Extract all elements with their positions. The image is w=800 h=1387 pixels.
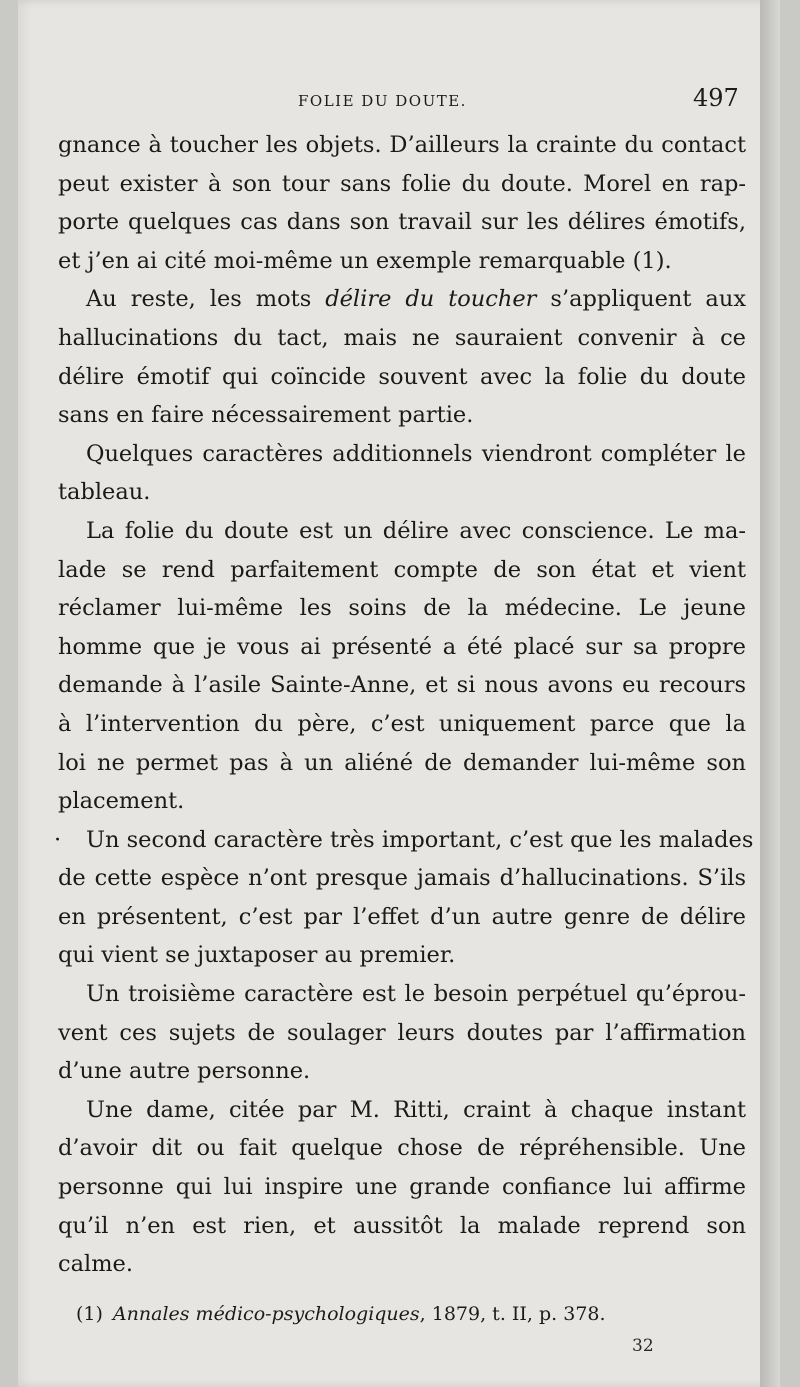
text-line: Une dame, citée par M. Ritti, craint à chaque instant bbox=[86, 1096, 746, 1123]
text-line: Un second caractère très important, c’est que les malades bbox=[86, 826, 754, 853]
page-number: 497 bbox=[693, 84, 739, 112]
text-line: La folie du doute est un délire avec conscience. Le ma- bbox=[86, 517, 746, 544]
body-text bbox=[54, 126, 754, 1284]
text-run: Au reste, les mots bbox=[86, 286, 326, 313]
text-line: en présentent, c’est par l’effet d’un autre genre de délire bbox=[58, 903, 746, 930]
text-line: lade se rend parfaitement compte de son état et vient bbox=[58, 556, 746, 583]
text-run: s’appliquent aux bbox=[536, 286, 747, 313]
paragraph-2 bbox=[58, 280, 746, 434]
text-line: Un troisième caractère est le besoin perpétuel qu’éprou- bbox=[86, 981, 746, 1008]
text-line: délire émotif qui coïncide souvent avec la folie du doute bbox=[58, 363, 746, 390]
footnote bbox=[76, 1303, 756, 1325]
text-line: Quelques caractères additionnels viendront compléter le bbox=[86, 440, 746, 467]
paragraph-3 bbox=[58, 435, 746, 512]
text-line: gnance à toucher les objets. D’ailleurs la crainte du contact bbox=[58, 132, 746, 158]
text-line: hallucinations du tact, mais ne sauraient convenir à ce bbox=[58, 324, 746, 351]
text-line: d’avoir dit ou fait quelque chose de répréhensible. Une bbox=[58, 1135, 746, 1162]
paragraph-4 bbox=[58, 512, 746, 821]
footnote-ref: (1) bbox=[76, 1303, 103, 1325]
paragraph-7 bbox=[58, 1091, 746, 1284]
italic-term: délire du toucher bbox=[325, 286, 537, 313]
text-line: loi ne permet pas à un aliéné de demander lui-même son bbox=[58, 749, 746, 776]
text-line: d’une autre personne. bbox=[58, 1058, 311, 1085]
signature-mark: 32 bbox=[632, 1336, 654, 1356]
text-line: qu’il n’en est rien, et aussitôt la malade reprend son bbox=[58, 1212, 746, 1239]
text-line: tableau. bbox=[58, 479, 151, 506]
paragraph-5 bbox=[54, 821, 754, 975]
margin-mark: · bbox=[54, 826, 62, 853]
text-line: peut exister à son tour sans folie du doute. Morel en rap- bbox=[58, 170, 746, 197]
paragraph-6 bbox=[58, 975, 746, 1091]
text-line: à l’intervention du père, c’est uniquement parce que la bbox=[58, 710, 746, 737]
page-header bbox=[0, 84, 800, 118]
footnote-journal: Annales médico-psychologiques bbox=[112, 1303, 420, 1325]
text-line: sans en faire nécessairement partie. bbox=[58, 402, 474, 429]
text-line: personne qui lui inspire une grande confiance lui affirme bbox=[58, 1174, 746, 1201]
text-line: qui vient se juxtaposer au premier. bbox=[58, 942, 456, 969]
text-line: calme. bbox=[58, 1251, 134, 1278]
text-line: placement. bbox=[58, 788, 185, 815]
text-line: réclamer lui-même les soins de la médecine. Le jeune bbox=[58, 595, 746, 622]
paragraph-1 bbox=[58, 126, 746, 280]
running-title: FOLIE DU DOUTE. bbox=[298, 92, 467, 110]
text-line bbox=[58, 280, 746, 319]
text-line: et j’en ai cité moi-même un exemple remarquable (1). bbox=[58, 247, 672, 274]
text-line: porte quelques cas dans son travail sur les délires émotifs, bbox=[58, 209, 746, 236]
text-line: vent ces sujets de soulager leurs doutes par l’affirmation bbox=[58, 1019, 746, 1046]
text-line: demande à l’asile Sainte-Anne, et si nous avons eu recours bbox=[58, 672, 746, 699]
footnote-citation: , 1879, t. II, p. 378. bbox=[419, 1303, 606, 1325]
page-edge-shadow bbox=[760, 0, 780, 1387]
text-line: homme que je vous ai présenté a été placé sur sa propre bbox=[58, 633, 746, 660]
text-line: de cette espèce n’ont presque jamais d’hallucinations. S’ils bbox=[58, 865, 746, 892]
